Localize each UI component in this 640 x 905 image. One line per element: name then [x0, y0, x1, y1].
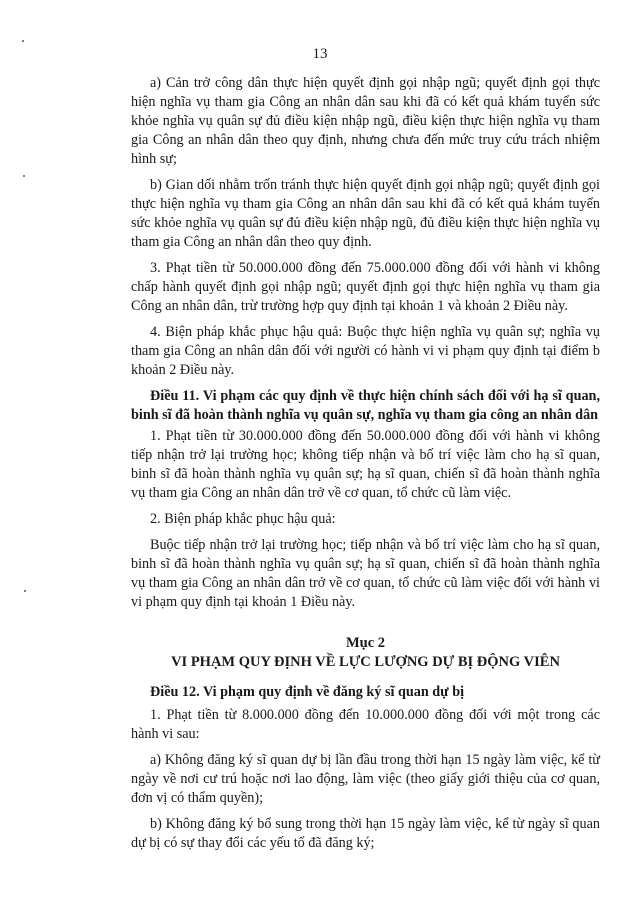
article-11-clause-1: 1. Phạt tiền từ 30.000.000 đồng đến 50.000.000 đồng đối với hành vi không tiếp nhận trở lại trường học; không tiếp nhận và bố trí việc làm cho hạ sĩ quan, binh sĩ đã hoàn thành nghĩa vụ quân sự; hạ sĩ quan, chiến sĩ đã hoàn thành nghĩa vụ tham gia Công an nhân dân trở về cơ quan, tổ chức cũ làm việc.: [131, 428, 600, 501]
scan-speck: [22, 40, 24, 42]
article-12-clause-1b: b) Không đăng ký bổ sung trong thời hạn 15 ngày làm việc, kể từ ngày sĩ quan dự bị có sự thay đổi các yếu tố đã đăng ký;: [131, 816, 600, 851]
article-11-clause-2: 2. Biện pháp khắc phục hậu quả:: [150, 511, 336, 527]
article-12-clause-1: 1. Phạt tiền từ 8.000.000 đồng đến 10.000.000 đồng đối với một trong các hành vi sau:: [131, 707, 600, 742]
clause-4: 4. Biện pháp khắc phục hậu quả: Buộc thực hiện nghĩa vụ quân sự; nghĩa vụ tham gia Công an nhân dân đối với người có hành vi vi phạm quy định tại điểm b khoản 2 Điều này.: [131, 324, 600, 378]
scan-speck: [24, 590, 26, 592]
clause-2a: a) Cản trở công dân thực hiện quyết định gọi nhập ngũ; quyết định gọi thực hiện nghĩa vụ tham gia Công an nhân dân sau khi đã có kết quả khám tuyển sức khỏe nghĩa vụ quân sự đủ điều kiện nhập ngũ, điều kiện thực hiện nghĩa vụ tham gia Công an nhân dân theo quy định, nhưng chưa đến mức truy cứu trách nhiệm hình sự;: [131, 75, 600, 167]
document-body: [131, 74, 600, 860]
section-label: Mục 2: [345, 635, 386, 651]
article-11-remedy: Buộc tiếp nhận trở lại trường học; tiếp nhận và bố trí việc làm cho hạ sĩ quan, binh sĩ đã hoàn thành nghĩa vụ quân sự; hạ sĩ quan, chiến sĩ đã hoàn thành nghĩa vụ tham gia Công an nhân dân trở về cơ quan, tổ chức cũ làm việc đối với hành vi vi phạm quy định tại khoản 1 Điều này.: [131, 537, 600, 610]
clause-3: 3. Phạt tiền từ 50.000.000 đồng đến 75.000.000 đồng đối với hành vi không chấp hành quyết định gọi nhập ngũ; quyết định gọi thực hiện nghĩa vụ tham gia Công an nhân dân, trừ trường hợp quy định tại khoản 1 và khoản 2 Điều này.: [131, 260, 600, 314]
scan-speck: [23, 175, 25, 177]
clause-2b: b) Gian dối nhằm trốn tránh thực hiện quyết định gọi nhập ngũ; quyết định gọi thực hiện nghĩa vụ tham gia Công an nhân dân sau khi đã có kết quả khám tuyển sức khỏe nghĩa vụ quân sự đủ điều kiện nhập ngũ, đủ điều kiện thực hiện nghĩa vụ tham gia Công an nhân dân theo quy định.: [131, 177, 600, 250]
article-12-clause-1a: a) Không đăng ký sĩ quan dự bị lần đầu trong thời hạn 15 ngày làm việc, kể từ ngày về nơi cư trú hoặc nơi lao động, làm việc (theo giấy giới thiệu của cơ quan, đơn vị có thẩm quyền);: [131, 752, 600, 806]
section-title: VI PHẠM QUY ĐỊNH VỀ LỰC LƯỢNG DỰ BỊ ĐỘNG VIÊN: [171, 654, 560, 670]
page-number: 13: [312, 46, 328, 62]
article-11-heading: Điều 11. Vi phạm các quy định về thực hiện chính sách đối với hạ sĩ quan, binh sĩ đã hoàn thành nghĩa vụ quân sự, nghĩa vụ tham gia công an nhân dân: [131, 388, 600, 423]
article-12-heading: Điều 12. Vi phạm quy định về đăng ký sĩ quan dự bị: [150, 684, 465, 700]
